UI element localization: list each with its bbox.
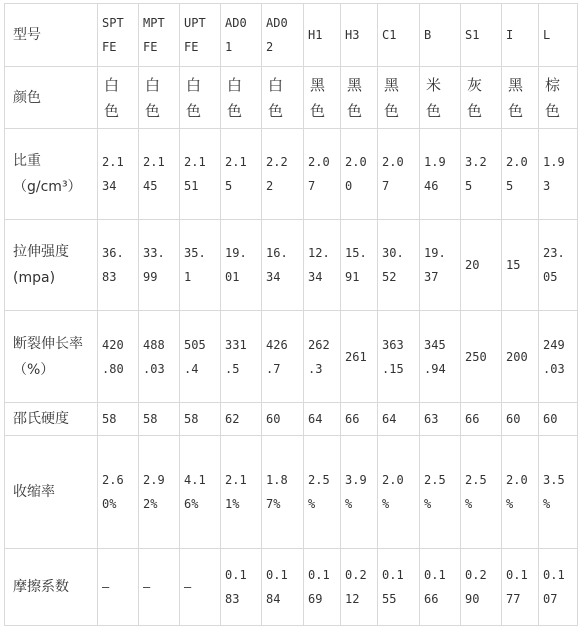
cell-text: 1.8: [266, 473, 288, 487]
table-cell: [378, 311, 420, 403]
row-label: [5, 311, 98, 403]
cell-text: 83: [225, 592, 240, 606]
cell-text: 51: [184, 179, 199, 193]
cell-text: 58: [184, 412, 199, 426]
cell-text: 2.0: [308, 155, 330, 169]
cell-text: 米: [426, 75, 442, 94]
table-cell: [539, 4, 578, 67]
cell-text: 色: [426, 101, 442, 120]
cell-text: 1: [184, 270, 192, 284]
cell-text: 4.1: [184, 473, 206, 487]
table-cell: [180, 67, 221, 129]
cell-text: 2.1: [184, 155, 206, 169]
cell-text: 33.: [143, 246, 165, 260]
table-cell: [341, 403, 378, 436]
table-cell: [98, 403, 139, 436]
cell-text: 色: [545, 101, 561, 120]
table-cell: [262, 436, 304, 549]
table-row-friction-coefficient: [5, 549, 578, 626]
cell-text: 64: [382, 412, 397, 426]
table-cell: [262, 67, 304, 129]
cell-text: 3.9: [345, 473, 367, 487]
cell-text: 05: [543, 270, 558, 284]
table-cell: [539, 67, 578, 129]
table-cell: [98, 436, 139, 549]
table-cell: [420, 4, 461, 67]
cell-text: .4: [184, 361, 199, 376]
table-cell: [539, 220, 578, 311]
table-cell: [502, 4, 539, 67]
row-label-line: （%）: [13, 361, 55, 378]
table-row-shrinkage: [5, 436, 578, 549]
table-cell: [420, 436, 461, 549]
cell-text: 60: [543, 412, 558, 426]
cell-text: 1%: [225, 497, 240, 511]
cell-text: 01: [225, 270, 240, 284]
table-cell: [420, 549, 461, 626]
table-cell: [98, 549, 139, 626]
cell-text: .03: [543, 361, 565, 376]
table-cell: [221, 67, 262, 129]
table-cell: [304, 403, 341, 436]
cell-text: L: [543, 28, 551, 42]
table-cell: [461, 4, 502, 67]
table-cell: [420, 403, 461, 436]
cell-text: 66: [424, 592, 439, 606]
cell-text: 37: [424, 270, 439, 284]
cell-text: 488: [143, 337, 165, 352]
table-row-color: [5, 67, 578, 129]
row-label: [5, 436, 98, 549]
cell-text: AD0: [266, 16, 288, 30]
cell-text: 2.0: [382, 155, 404, 169]
cell-text: FE: [184, 40, 199, 54]
cell-text: 0.1: [308, 568, 330, 582]
table-row-shore-hardness: [5, 403, 578, 436]
table-cell: [139, 129, 180, 220]
cell-text: 色: [467, 101, 483, 120]
table-cell: [98, 311, 139, 403]
cell-text: AD0: [225, 16, 247, 30]
cell-text: 34: [308, 270, 323, 284]
cell-text: 35.: [184, 246, 206, 260]
cell-text: 0.1: [266, 568, 288, 582]
cell-text: 2.6: [102, 473, 124, 487]
table-cell: [461, 403, 502, 436]
cell-text: 2: [266, 179, 274, 193]
cell-text: 58: [143, 412, 158, 426]
cell-text: 55: [382, 592, 397, 606]
cell-text: 1.9: [424, 155, 446, 169]
cell-text: 白: [145, 75, 161, 94]
table-cell: [98, 220, 139, 311]
table-cell: [502, 549, 539, 626]
table-cell: [304, 311, 341, 403]
table-cell: [304, 436, 341, 549]
cell-text: 19.: [225, 246, 247, 260]
cell-text: %: [424, 497, 432, 511]
cell-text: .5: [225, 361, 240, 376]
cell-text: 1: [225, 40, 233, 54]
table-row-density: [5, 129, 578, 220]
table-cell: [221, 129, 262, 220]
table-cell: [139, 4, 180, 67]
table-cell: [539, 129, 578, 220]
table-cell: [502, 311, 539, 403]
table-cell: [539, 311, 578, 403]
cell-text: 36.: [102, 246, 124, 260]
cell-text: —: [184, 580, 192, 594]
table-cell: [461, 311, 502, 403]
table-cell: [262, 220, 304, 311]
cell-text: 色: [310, 101, 326, 120]
row-label-line: 比重: [13, 153, 41, 169]
cell-text: 0: [345, 179, 353, 193]
table-cell: [502, 67, 539, 129]
table-cell: [341, 129, 378, 220]
table-cell: [461, 67, 502, 129]
table-row-model: [5, 4, 578, 67]
table-cell: [378, 549, 420, 626]
cell-text: 2.0: [506, 155, 528, 169]
cell-text: %: [543, 497, 551, 511]
cell-text: 白: [186, 75, 202, 94]
cell-text: 200: [506, 349, 528, 364]
cell-text: 63: [424, 412, 439, 426]
cell-text: 6%: [184, 497, 199, 511]
row-label: [5, 67, 98, 129]
cell-text: %: [308, 497, 316, 511]
cell-text: 色: [104, 101, 120, 120]
cell-text: C1: [382, 28, 397, 42]
row-label-line: 邵氏硬度: [13, 411, 69, 427]
row-label: [5, 549, 98, 626]
cell-text: 420: [102, 337, 124, 352]
table-cell: [420, 311, 461, 403]
cell-text: 5: [225, 179, 233, 193]
cell-text: 黑: [384, 75, 400, 94]
cell-text: 色: [186, 101, 202, 120]
table-cell: [341, 549, 378, 626]
cell-text: 46: [424, 179, 439, 193]
cell-text: %: [382, 497, 390, 511]
table-cell: [221, 220, 262, 311]
cell-text: 84: [266, 592, 281, 606]
table-cell: [139, 67, 180, 129]
cell-text: SPT: [102, 16, 124, 30]
table-cell: [461, 436, 502, 549]
table-cell: [180, 311, 221, 403]
cell-text: 261: [345, 349, 367, 364]
cell-text: 15.: [345, 246, 367, 260]
cell-text: 色: [384, 101, 400, 120]
cell-text: .15: [382, 361, 404, 376]
cell-text: .80: [102, 361, 124, 376]
cell-text: 2.1: [225, 473, 247, 487]
row-label-line: 拉伸强度: [13, 244, 69, 260]
cell-text: 34: [102, 179, 117, 193]
cell-text: 白: [227, 75, 243, 94]
table-cell: [180, 403, 221, 436]
table-cell: [378, 67, 420, 129]
table-cell: [221, 311, 262, 403]
cell-text: 12.: [308, 246, 330, 260]
cell-text: 7: [382, 179, 390, 193]
row-label: [5, 4, 98, 67]
table-cell: [461, 129, 502, 220]
table-cell: [98, 67, 139, 129]
cell-text: B: [424, 28, 432, 42]
cell-text: 91: [345, 270, 360, 284]
cell-text: .7: [266, 361, 281, 376]
table-cell: [461, 549, 502, 626]
table-cell: [502, 436, 539, 549]
cell-text: FE: [143, 40, 158, 54]
row-label: [5, 220, 98, 311]
cell-text: —: [102, 580, 110, 594]
table-cell: [221, 403, 262, 436]
cell-text: 0.1: [424, 568, 446, 582]
cell-text: 黑: [347, 75, 363, 94]
cell-text: 363: [382, 337, 404, 352]
cell-text: 色: [227, 101, 243, 120]
row-label-line: 收缩率: [13, 484, 55, 500]
table-cell: [502, 129, 539, 220]
table-cell: [304, 220, 341, 311]
table-cell: [378, 436, 420, 549]
cell-text: 66: [345, 412, 360, 426]
cell-text: FE: [102, 40, 117, 54]
table-cell: [378, 403, 420, 436]
table-body: [5, 4, 578, 626]
cell-text: .03: [143, 361, 165, 376]
row-label: [5, 129, 98, 220]
cell-text: 0.1: [225, 568, 247, 582]
cell-text: 5: [506, 179, 514, 193]
cell-text: 45: [143, 179, 158, 193]
cell-text: —: [143, 580, 151, 594]
cell-text: 2.5: [465, 473, 487, 487]
table-cell: [139, 403, 180, 436]
cell-text: 白: [104, 75, 120, 94]
cell-text: 3.2: [465, 155, 487, 169]
cell-text: 62: [225, 412, 240, 426]
cell-text: 棕: [545, 75, 561, 94]
table-cell: [180, 220, 221, 311]
table-cell: [420, 67, 461, 129]
cell-text: 3.5: [543, 473, 565, 487]
table-cell: [420, 220, 461, 311]
cell-text: 2.9: [143, 473, 165, 487]
cell-text: 34: [266, 270, 281, 284]
table-cell: [502, 403, 539, 436]
cell-text: 99: [143, 270, 158, 284]
cell-text: 0.1: [543, 568, 565, 582]
table-cell: [341, 220, 378, 311]
cell-text: 0.2: [345, 568, 367, 582]
cell-text: 0.2: [465, 568, 487, 582]
cell-text: MPT: [143, 16, 165, 30]
table-cell: [341, 436, 378, 549]
row-label: [5, 403, 98, 436]
row-label-line: 断裂伸长率: [13, 335, 83, 352]
cell-text: 色: [268, 101, 284, 120]
row-label-line: （g/cm³）: [13, 179, 82, 195]
cell-text: 灰: [467, 75, 483, 94]
table-row-elongation: [5, 311, 578, 403]
cell-text: 505: [184, 337, 206, 352]
table-cell: [262, 403, 304, 436]
cell-text: 7%: [266, 497, 281, 511]
cell-text: S1: [465, 28, 480, 42]
table-cell: [262, 549, 304, 626]
table-cell: [180, 4, 221, 67]
cell-text: 7: [308, 179, 316, 193]
cell-text: 426: [266, 337, 288, 352]
cell-text: 2.0: [382, 473, 404, 487]
cell-text: 58: [102, 412, 117, 426]
cell-text: 12: [345, 592, 360, 606]
cell-text: 23.: [543, 246, 565, 260]
cell-text: 白: [268, 75, 284, 94]
cell-text: 2.1: [143, 155, 165, 169]
cell-text: 64: [308, 412, 323, 426]
table-cell: [502, 220, 539, 311]
cell-text: 3: [543, 179, 551, 193]
cell-text: 2.5: [424, 473, 446, 487]
table-cell: [341, 67, 378, 129]
cell-text: %: [465, 497, 473, 511]
cell-text: .3: [308, 361, 323, 376]
table-cell: [341, 4, 378, 67]
table-cell: [221, 4, 262, 67]
row-label-line: (mpa): [13, 270, 56, 286]
material-spec-table: [4, 3, 578, 626]
table-cell: [304, 129, 341, 220]
table-cell: [180, 436, 221, 549]
cell-text: 0%: [102, 497, 117, 511]
table-cell: [139, 436, 180, 549]
cell-text: 16.: [266, 246, 288, 260]
cell-text: 30.: [382, 246, 404, 260]
table-cell: [98, 4, 139, 67]
cell-text: 1.9: [543, 155, 565, 169]
cell-text: 0.1: [506, 568, 528, 582]
table-cell: [378, 4, 420, 67]
cell-text: 60: [506, 412, 521, 426]
table-cell: [304, 4, 341, 67]
cell-text: 15: [506, 258, 521, 272]
table-cell: [98, 129, 139, 220]
cell-text: H1: [308, 28, 323, 42]
cell-text: 60: [266, 412, 281, 426]
cell-text: 色: [347, 101, 363, 120]
cell-text: H3: [345, 28, 360, 42]
cell-text: 2%: [143, 497, 158, 511]
table-cell: [378, 129, 420, 220]
row-label-line: 型号: [13, 27, 41, 43]
row-label-line: 颜色: [13, 89, 41, 106]
cell-text: I: [506, 28, 514, 42]
cell-text: 色: [508, 101, 524, 120]
table-cell: [139, 220, 180, 311]
row-label-line: 摩擦系数: [13, 579, 69, 595]
cell-text: 0.1: [382, 568, 404, 582]
table-cell: [139, 549, 180, 626]
table-cell: [180, 129, 221, 220]
cell-text: 69: [308, 592, 323, 606]
cell-text: 2.2: [266, 155, 288, 169]
cell-text: 20: [465, 258, 480, 272]
table-cell: [139, 311, 180, 403]
cell-text: 2.0: [506, 473, 528, 487]
table-cell: [539, 436, 578, 549]
cell-text: %: [506, 497, 514, 511]
cell-text: 345: [424, 337, 446, 352]
cell-text: 83: [102, 270, 117, 284]
table-row-tensile-strength: [5, 220, 578, 311]
cell-text: 07: [543, 592, 558, 606]
cell-text: 52: [382, 270, 397, 284]
cell-text: 黑: [508, 75, 524, 94]
cell-text: UPT: [184, 16, 206, 30]
cell-text: .94: [424, 361, 446, 376]
table-cell: [304, 549, 341, 626]
table-cell: [461, 220, 502, 311]
table-cell: [221, 549, 262, 626]
cell-text: 5: [465, 179, 473, 193]
table-cell: [262, 129, 304, 220]
table-cell: [304, 67, 341, 129]
cell-text: 77: [506, 592, 521, 606]
table-cell: [262, 4, 304, 67]
cell-text: 2: [266, 40, 274, 54]
cell-text: 黑: [310, 75, 326, 94]
cell-text: %: [345, 497, 353, 511]
table-cell: [420, 129, 461, 220]
cell-text: 66: [465, 412, 480, 426]
table-cell: [221, 436, 262, 549]
table-cell: [180, 549, 221, 626]
table-cell: [539, 549, 578, 626]
cell-text: 2.5: [308, 473, 330, 487]
cell-text: 331: [225, 337, 247, 352]
cell-text: 90: [465, 592, 480, 606]
cell-text: 2.0: [345, 155, 367, 169]
table-cell: [341, 311, 378, 403]
cell-text: 249: [543, 337, 565, 352]
table-cell: [539, 403, 578, 436]
cell-text: 色: [145, 101, 161, 120]
table-cell: [262, 311, 304, 403]
table-cell: [378, 220, 420, 311]
cell-text: 250: [465, 349, 487, 364]
cell-text: 262: [308, 337, 330, 352]
cell-text: 19.: [424, 246, 446, 260]
cell-text: 2.1: [102, 155, 124, 169]
cell-text: 2.1: [225, 155, 247, 169]
